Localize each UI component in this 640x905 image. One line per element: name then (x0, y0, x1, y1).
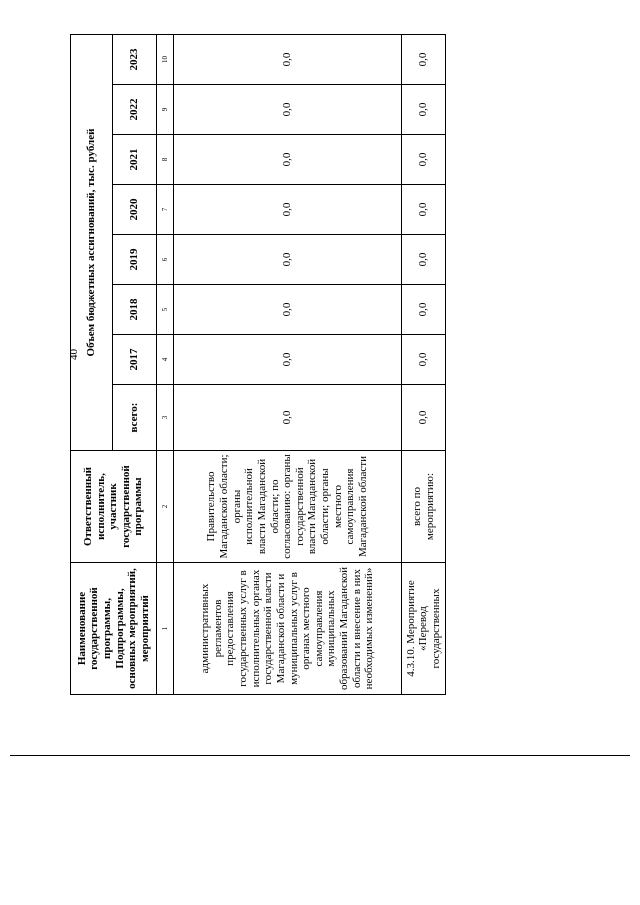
header-year: 2021 (113, 135, 157, 185)
header-total: всего: (113, 385, 157, 451)
table-row (174, 34, 402, 694)
row-executor: всего по мероприятию: (402, 451, 446, 563)
row-value: 0,0 (174, 135, 402, 185)
column-number: 3 (157, 385, 174, 451)
row-value: 0,0 (402, 85, 446, 135)
header-year: 2020 (113, 185, 157, 235)
row-value: 0,0 (402, 185, 446, 235)
header-budget-group: Объем бюджетных ассигнований, тыс. рублей (71, 34, 113, 450)
column-number: 8 (157, 135, 174, 185)
page-number: 40 (68, 349, 80, 360)
row-value: 0,0 (402, 135, 446, 185)
row-value: 0,0 (174, 235, 402, 285)
row-value: 0,0 (402, 385, 446, 451)
column-number: 9 (157, 85, 174, 135)
row-value: 0,0 (402, 335, 446, 385)
header-year: 2017 (113, 335, 157, 385)
row-value: 0,0 (402, 235, 446, 285)
column-number: 5 (157, 285, 174, 335)
row-value: 0,0 (174, 185, 402, 235)
header-name: Наименование государственной программы, Подпрограммы, основных мероприятий, мероприятий (71, 563, 157, 695)
row-value: 0,0 (174, 85, 402, 135)
column-number: 10 (157, 34, 174, 84)
row-value: 0,0 (402, 34, 446, 84)
row-executor: Правительство Магаданской области; органы исполнительной власти Магаданской области; по согласованию: органы государственной власти Магаданской области; органы местного самоуправления Магаданской области (174, 451, 402, 563)
column-number: 6 (157, 235, 174, 285)
column-number: 4 (157, 335, 174, 385)
row-value: 0,0 (402, 285, 446, 335)
row-value: 0,0 (174, 34, 402, 84)
rotated-table-container (70, 35, 445, 695)
header-executor: Ответственный исполнитель, участник государственной программы (71, 451, 157, 563)
header-row-group (71, 34, 113, 694)
horizontal-divider (10, 755, 630, 756)
column-number: 1 (157, 563, 174, 695)
budget-table (70, 34, 446, 695)
header-year: 2023 (113, 34, 157, 84)
row-name: 4.3.10. Мероприятие «Перевод государственных (402, 563, 446, 695)
header-year: 2018 (113, 285, 157, 335)
column-number-row (157, 34, 174, 694)
row-value: 0,0 (174, 335, 402, 385)
table-row (402, 34, 446, 694)
row-name: административных регламентов предоставления государственных услуг в исполнительных органах государственной власти Магаданской области и муниципальных услуг в органах местного самоуправления муниципальных образований Магаданской области и внесение в них необходимых изменений» (174, 563, 402, 695)
row-value: 0,0 (174, 385, 402, 451)
column-number: 2 (157, 451, 174, 563)
column-number: 7 (157, 185, 174, 235)
header-year: 2019 (113, 235, 157, 285)
row-value: 0,0 (174, 285, 402, 335)
header-year: 2022 (113, 85, 157, 135)
